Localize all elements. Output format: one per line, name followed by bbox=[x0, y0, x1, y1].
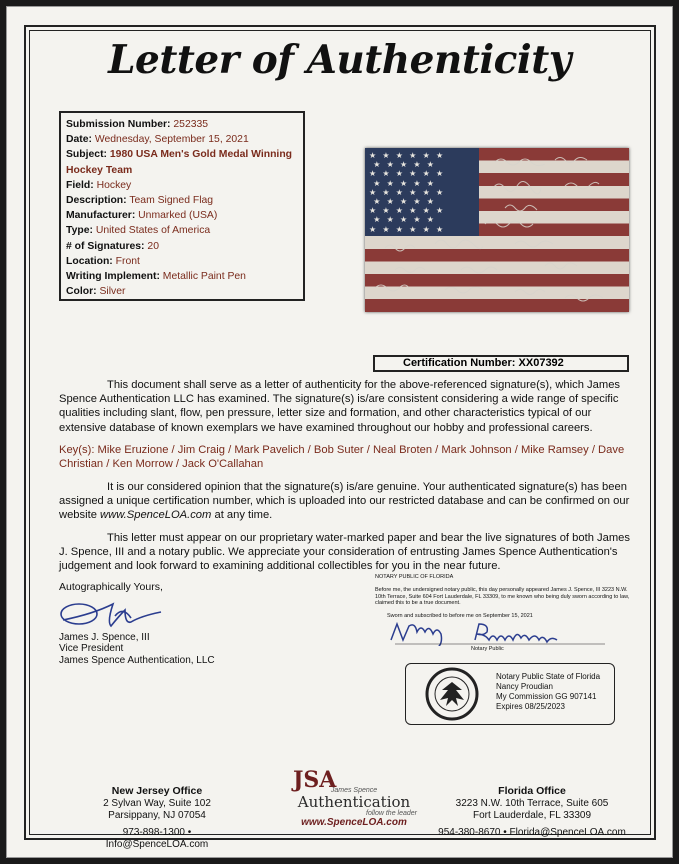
signer-company: James Spence Authentication, LLC bbox=[59, 654, 215, 666]
signed-flag-photo bbox=[365, 148, 629, 312]
notary-seal-text: Notary Public State of Florida Nancy Proudian My Commission GG 907141 Expires 08/25/2023 bbox=[496, 672, 601, 711]
notary-header: NOTARY PUBLIC OF FLORIDA bbox=[375, 574, 454, 580]
subject-value: 1980 USA Men's Gold Medal Winning Hockey Team bbox=[66, 149, 293, 176]
flag-stars: ★ ★ ★ ★ ★ ★ ★ ★ ★ ★ ★ ★ ★ ★ ★ ★ ★ ★ ★ ★ ★ ★ ★ ★ ★ ★ ★ ★ ★ ★ ★ ★ ★ ★ ★ ★ ★ ★ ★ ★ ★ ★ ★ ★ ★ ★ ★ ★ ★ ★ bbox=[369, 151, 446, 234]
document-page bbox=[6, 6, 673, 858]
submission-number: 252335 bbox=[173, 119, 209, 130]
keys-list: Key(s): Mike Eruzione / Jim Craig / Mark Pavelich / Bob Suter / Neal Broten / Mark Johnson / Mike Ramsey / Dave Christian / Ken Morrow / Jack O'Callahan bbox=[59, 444, 625, 471]
description-row: Description: Team Signed Flag bbox=[66, 195, 214, 207]
certification-number: XX07392 bbox=[518, 357, 564, 369]
type-row: Type: United States of America bbox=[66, 225, 211, 237]
subject-row: Subject: 1980 USA Men's Gold Medal Winning Hockey Team bbox=[66, 149, 293, 176]
color-row: Color: Silver bbox=[66, 286, 126, 298]
certification-box bbox=[373, 355, 629, 372]
notary-seal bbox=[405, 663, 615, 725]
new-jersey-office: New Jersey Office 2 Sylvan Way, Suite 102 Parsippany, NJ 07054 973-898-1300 • Info@SpenceLOA.com bbox=[103, 785, 211, 850]
flag-signatures bbox=[365, 148, 629, 312]
jsa-logo: JSA James Spence Authentication follow the leader www.SpenceLOA.com bbox=[279, 769, 429, 835]
logo-website[interactable]: www.SpenceLOA.com bbox=[301, 817, 407, 828]
date-value: Wednesday, September 15, 2021 bbox=[94, 134, 249, 146]
notary-block bbox=[375, 574, 635, 653]
implement-row: Writing Implement: Metallic Paint Pen bbox=[66, 271, 246, 283]
notary-public-label: Notary Public bbox=[471, 645, 504, 652]
florida-office: Florida Office 3223 N.W. 10th Terrace, Suite 605 Fort Lauderdale, FL 33309 954-380-8670 • Florida@SpenceLOA.com bbox=[438, 785, 626, 838]
notary-statement: Before me, the undersigned notary public, this day personally appeared James J. Spence, III 3223 N.W. 10th Terrace, Suite 604 Fort Lauderdale, FL 33309, to me known who being duly sworn according to law, claimed this to be a true document. bbox=[375, 586, 630, 607]
manufacturer-row: Manufacturer: Unmarked (USA) bbox=[66, 210, 218, 222]
signer-name: James J. Spence, III bbox=[59, 631, 150, 643]
notary-sworn-line: Sworn and subscribed to before me on September 15, 2021 bbox=[387, 613, 533, 620]
page-title: Letter of Authenticity bbox=[108, 37, 571, 83]
date-row: Date: Wednesday, September 15, 2021 bbox=[66, 134, 249, 146]
submission-row: Submission Number: 252335 bbox=[66, 119, 209, 130]
certification-label: Certification Number: bbox=[403, 357, 516, 369]
submission-info-box bbox=[59, 111, 305, 301]
spence-signature bbox=[55, 596, 175, 632]
location-row: Location: Front bbox=[66, 255, 140, 267]
website-link[interactable]: www.SpenceLOA.com bbox=[100, 509, 212, 522]
notary-signature bbox=[385, 620, 615, 646]
signature-count-row: # of Signatures: 20 bbox=[66, 240, 159, 252]
signature-greeting: Autographically Yours, bbox=[59, 581, 163, 593]
signer-position: Vice President bbox=[59, 643, 124, 654]
signature-block bbox=[59, 582, 215, 666]
notary-seal-emblem-icon bbox=[416, 666, 488, 722]
closing-paragraph: This letter must appear on our proprietary water-marked paper and bear the live signatures of both James J. Spence, III and a notary public. We appreciate your consideration of entrusting James Spence Authentication's judgement and look forward to examining additional collectibles for you in the near future. bbox=[59, 532, 630, 573]
authenticity-paragraph: This document shall serve as a letter of authenticity for the above-referenced signature(s), which James Spence Authentication LLC has examined. The signature(s) is/are consistent considering a wide range of specific qualities including slant, flow, pen pressure, letter size and formation, and other characteristics typical of our extensive database of known exemplars we have examined throughout our hobby and professional careers. bbox=[59, 379, 621, 434]
field-row: Field: Hockey bbox=[66, 179, 132, 191]
opinion-paragraph: It is our considered opinion that the signature(s) is/are genuine. Your authenticated signature(s) has been assigned a unique certification number, which is uploaded into our restricted database and can be confirmed on our website www.SpenceLOA.com at any time. bbox=[59, 481, 630, 522]
